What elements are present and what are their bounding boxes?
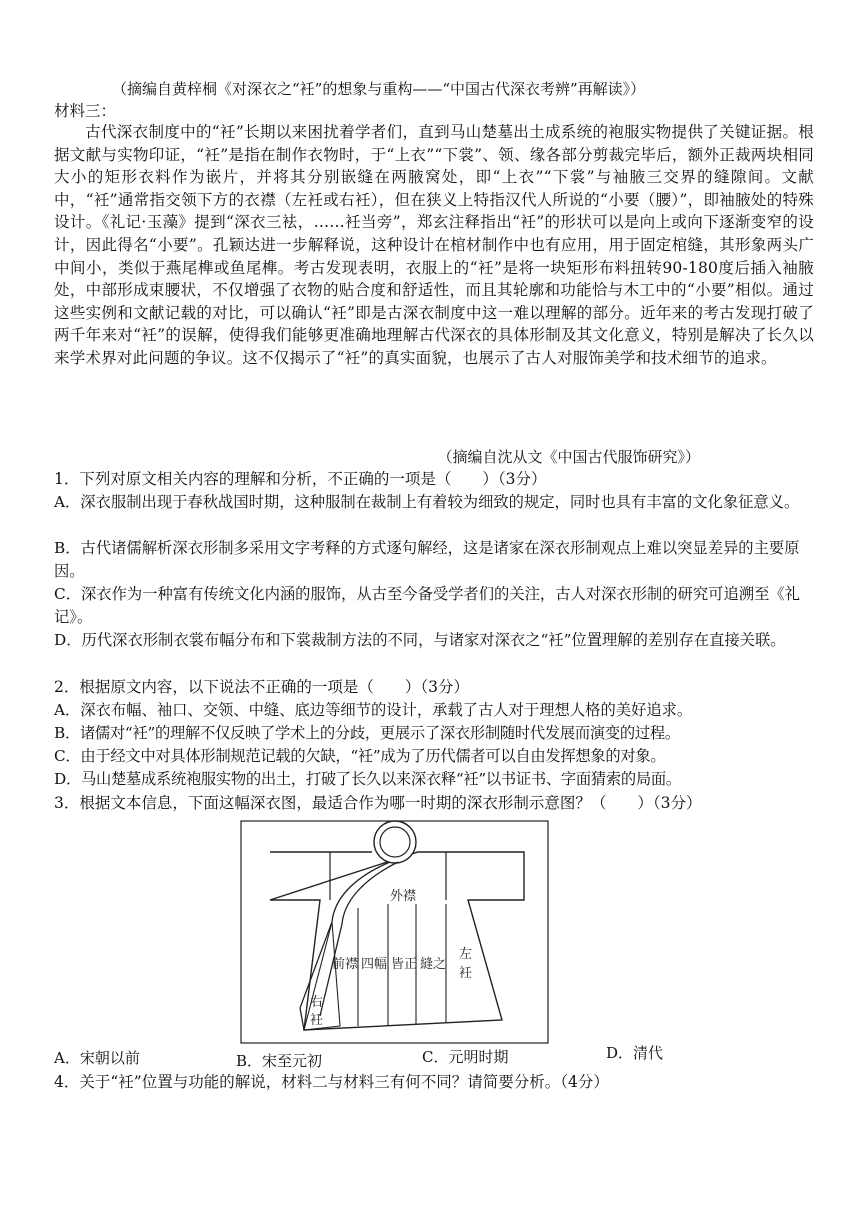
label-front-lapel: 前襟 (332, 957, 359, 972)
label-left-ren-2: 衽 (459, 966, 473, 981)
label-outer-lapel: 外襟 (390, 889, 417, 904)
material-three-citation: （摘编自沈从文《中国古代服饰研究》） (437, 448, 700, 466)
label-right-ren-2: 衽 (310, 1013, 324, 1028)
label-four-panels: 四幅 (361, 957, 388, 972)
question-2-option-c: C．由于经文中对具体形制规范记载的欠缺，“衽”成为了历代儒者可以自由发挥想象的对象。 (54, 747, 666, 765)
question-3-option-d: D．清代 (606, 1044, 664, 1062)
question-3-stem: 3．根据文本信息，下面这幅深衣图，最适合作为哪一时期的深衣形制示意图？（ ）（3分） (54, 794, 702, 812)
question-3-option-b: B．宋至元初 (236, 1052, 323, 1070)
question-1-option-c: C．深衣作为一种富有传统文化内涵的服饰，从古至今备受学者们的关注，古人对深衣形制的研究可追溯至《礼记》。 (54, 585, 800, 626)
lapel-curve-inner (320, 862, 398, 1016)
question-4-stem: 4．关于“衽”位置与功能的解说，材料二与材料三有何不同？请简要分析。（4分） (54, 1073, 609, 1091)
material-three-paragraph (54, 121, 814, 370)
garment-outline (270, 852, 524, 1030)
question-1-option-b: B．古代诸儒解析深衣形制多采用文字考释的方式逐句解经，这是诸家在深衣形制观点上难以突显差异的主要原因。 (54, 539, 800, 580)
question-2-stem: 2．根据原文内容，以下说法不正确的一项是（ ）（3分） (54, 678, 469, 696)
question-3-option-c: C．元明时期 (422, 1048, 509, 1066)
label-all-correct: 皆正 (391, 957, 418, 972)
material-three-text: 古代深衣制度中的“衽”长期以来困扰着学者们，直到马山楚墓出土成系统的袍服实物提供了关键证据。根据文献与实物印证，“衽”是指在制作衣物时，于“上衣”“下裳”、领、缘各部分剪裁完毕后，额外正裁两块相同大小的矩形衣料作为嵌片，并将其分别嵌缝在两腋窝处，即“上衣”“下裳”与袖腋三交界的缝隙间。文献中，“衽”通常指交领下方的衣襟（左衽或右衽），但在狭义上特指汉代人所说的“小要（腰）”，即袖腋处的特殊设计。《礼记·玉藻》提到“深衣三袪，……衽当旁”，郑玄注释指出“衽”的形状可以是向上或向下逐渐变窄的设计，因此得名“小要”。孔颖达进一步解释说，这种设计在棺材制作中也有应用，用于固定棺缝，其形象两头广中间小，类似于燕尾榫或鱼尾榫。考古发现表明，衣服上的“衽”是将一块矩形布料扭转90-180度后插入袖腋处，中部形成束腰状，不仅增强了衣物的贴合度和舒适性，而且其轮廓和功能恰与木工中的“小要”相似。通过这些实例和文献记载的对比，可以确认“衽”即是古深衣制度中这一难以理解的部分。近年来的考古发现打破了两千年来对“衽”的误解，使得我们能够更准确地理解古代深衣的具体形制及其文化意义，特别是解决了长久以来学术界对此问题的争议。这不仅揭示了“衽”的真实面貌，也展示了古人对服饰美学和技术细节的追求。 (54, 123, 814, 367)
material-label: 材料三： (54, 102, 117, 120)
label-right-ren-1: 右 (310, 995, 324, 1010)
question-2-option-d: D．马山楚墓成系统袍服实物的出土，打破了长久以来深衣释“衽”以书证书、字面猜索的局面。 (54, 770, 681, 788)
source-citation-top: （摘编自黄梓桐《对深衣之“衽”的想象与重构——“中国古代深衣考辨”再解读》） (112, 80, 646, 98)
question-1-option-a: A．深衣服制出现于春秋战国时期，这种服制在裁制上有着较为细致的规定，同时也具有丰富的文化象征意义。 (54, 493, 800, 511)
shenyi-diagram (240, 820, 550, 1045)
question-1-option-d: D．历代深衣形制衣裳布幅分布和下裳裁制方法的不同，与诸家对深衣之“衽”位置理解的差别存在直接关联。 (54, 631, 786, 649)
question-1-stem: 1．下列对原文相关内容的理解和分析，不正确的一项是（ ）（3分） (54, 470, 547, 488)
question-2-option-a: A．深衣布幅、袖口、交领、中缝、底边等细节的设计，承载了古人对于理想人格的美好追求。 (54, 701, 693, 719)
label-seam: 縫之 (420, 957, 447, 972)
label-left-ren-1: 左 (459, 947, 473, 962)
question-2-option-b: B．诸儒对“衽”的理解不仅反映了学术上的分歧，更展示了深衣形制随时代发展而演变的过程。 (54, 724, 680, 742)
question-3-option-a: A．宋朝以前 (54, 1049, 140, 1067)
